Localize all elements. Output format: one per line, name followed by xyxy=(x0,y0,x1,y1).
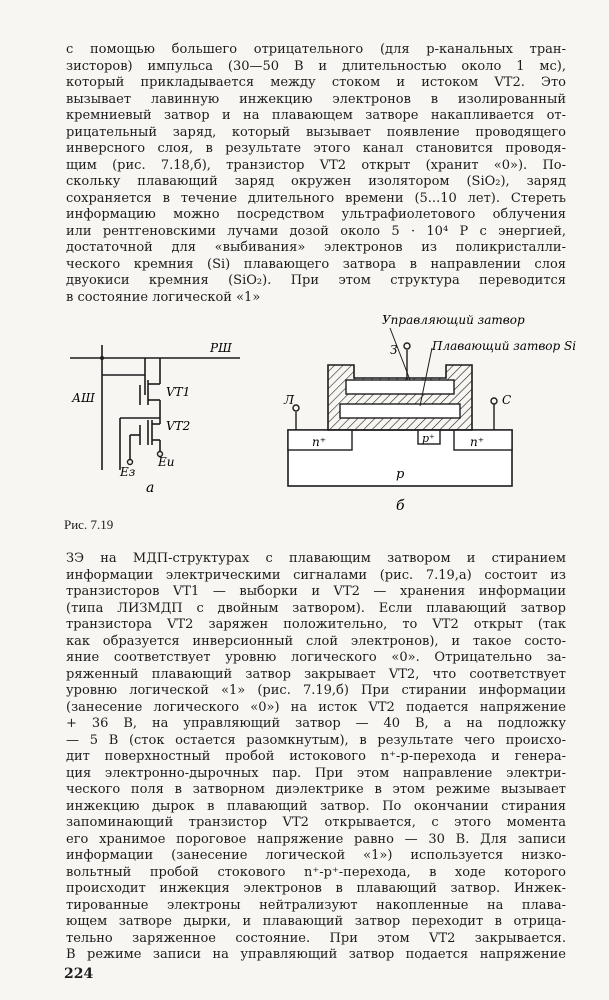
text-line: вольтный пробой стокового n⁺-p⁺-перехода, в ходе которого xyxy=(66,864,566,880)
text-line: достаточной для «выбивания» электронов из поликристалли- xyxy=(66,240,566,255)
text-line: инверсного слоя, в результате этого канал становится проводя- xyxy=(66,141,566,156)
text-line: (типа ЛИЗМДП с двойным затвором). Если плавающий затвор xyxy=(66,600,566,616)
text-line: информации (занесение логической «1») используется низко- xyxy=(66,848,566,863)
circuit-diagram xyxy=(60,300,580,540)
text-line: или рентгеновскими лучами дозой около 5 · 10⁴ Р с энергией, xyxy=(66,223,566,239)
text-line: кремниевый затвор и на плавающем затворе накапливается от- xyxy=(66,108,566,123)
text-line: транзисторов VT1 — выборки и VT2 — хранения информации xyxy=(66,584,566,599)
text-line: информацию можно посредством ультрафиолетового облучения xyxy=(66,207,566,222)
text-line: который прикладывается между стоком и истоком VT2. Это xyxy=(66,75,566,90)
text-line: тированные электроны нейтрализуют накопленные на плава- xyxy=(66,897,566,913)
text-line: щим (рис. 7.18,б), транзистор VT2 открыт (хранит «0»). По- xyxy=(66,157,566,173)
label-n-left: n⁺ xyxy=(312,435,327,449)
label-b: б xyxy=(396,498,405,514)
text-line: ция электронно-дырочных пар. При этом направление электри- xyxy=(66,765,566,781)
label-source-terminal: Л xyxy=(284,393,295,407)
text-line: зисторов) импульса (30—50 В и длительностью около 1 мс), xyxy=(66,58,566,74)
figure-7-19 xyxy=(60,300,580,540)
text-line: запоминающий транзистор VT2 открывается, с этого момента xyxy=(66,815,566,830)
label-p-plus: p⁺ xyxy=(422,432,435,445)
text-line: транзистора VT2 заряжен положительно, то VT2 открыт (так xyxy=(66,617,566,632)
text-line: тельно заряженное состояние. При этом VT2 закрывается. xyxy=(66,930,566,946)
text-line: рицательный заряд, который вызывает появление проводящего xyxy=(66,124,566,140)
text-line: информации электрическими сигналами (рис. 7.19,а) состоит из xyxy=(66,567,566,583)
text-line: двуокиси кремния (SiO₂). При этом структура переводится xyxy=(66,273,566,288)
text-line: уровню логической «1» (рис. 7.19,б) При стирании информации xyxy=(66,683,566,698)
circuit-a xyxy=(70,345,240,470)
label-drain-terminal: С xyxy=(502,393,512,407)
text-line: как образуется инверсионный слой электронов), и такое состо- xyxy=(66,633,566,649)
label-vt1: VT1 xyxy=(166,385,191,399)
text-line: ческого поля в затворном диэлектрике в этом режиме вызывает xyxy=(66,782,566,797)
figure-caption: Рис. 7.19 xyxy=(64,517,114,532)
text-line: его хранимое пороговое напряжение равно — 30 В. Для записи xyxy=(66,831,566,847)
label-substrate: p xyxy=(396,467,405,482)
page-number: 224 xyxy=(64,966,94,982)
text-line: дит поверхностный пробой истокового n⁺-p-перехода и генера- xyxy=(66,749,566,764)
text-line: — 5 В (сток остается разомкнутым), в результате чего происхо- xyxy=(66,732,566,748)
text-line: сохраняется в течение длительного времени (5...10 лет). Стереть xyxy=(66,190,566,206)
text-line: вызывает лавинную инжекцию электронов в изолированный xyxy=(66,91,566,107)
label-floating-gate: Плавающий затвор Si xyxy=(432,339,577,353)
label-n-right: n⁺ xyxy=(470,435,485,449)
label-ei: Еи xyxy=(158,455,175,469)
text-line: скольку плавающий заряд окружен изолятором (SiO₂), заряд xyxy=(66,174,566,189)
text-line: с помощью большего отрицательного (для p-канальных тран- xyxy=(66,42,566,57)
text-line: яние соответствует уровню логического «0». Отрицательно за- xyxy=(66,650,566,665)
text-line: в состояние логической «1» xyxy=(66,289,261,305)
text-line: инжекцию дырок в плавающий затвор. По окончании стирания xyxy=(66,798,566,814)
text-line: ческого кремния (Si) плавающего затвора в направлении слоя xyxy=(66,256,566,272)
label-ash: АШ xyxy=(72,391,95,405)
text-line: В режиме записи на управляющий затвор подается напряжение xyxy=(66,947,566,962)
label-a: а xyxy=(146,480,155,496)
text-line: ЗЭ на МДП-структурах с плавающим затвором и стиранием xyxy=(66,551,566,566)
text-line: (занесение логического «0») на исток VT2 подается напряжение xyxy=(66,699,566,715)
label-ez: Ез xyxy=(120,465,136,479)
label-vt2: VT2 xyxy=(166,419,191,433)
text-line: происходит инжекция электронов в плавающий затвор. Инжек- xyxy=(66,881,566,896)
paragraph-bottom xyxy=(66,551,566,964)
label-control-gate: Управляющий затвор xyxy=(382,313,525,327)
text-line: ряженный плавающий затвор закрывает VT2, что соответствует xyxy=(66,666,566,682)
text-line: ющем затворе дырки, и плавающий затвор переходит в отрица- xyxy=(66,914,566,929)
label-rsh: РШ xyxy=(210,341,232,355)
label-gate-terminal: З xyxy=(390,343,398,357)
text-line: + 36 В, на управляющий затвор — 40 В, а на подложку xyxy=(66,716,566,731)
paragraph-top xyxy=(66,42,566,306)
